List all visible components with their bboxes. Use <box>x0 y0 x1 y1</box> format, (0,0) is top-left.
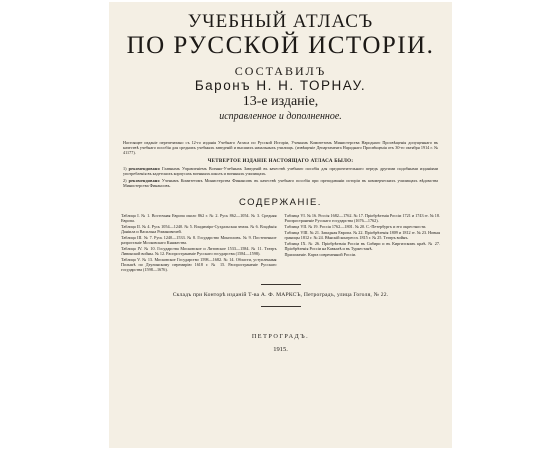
contents-entry: Приложеніе. Карта современной Россіи. <box>284 251 357 257</box>
contents-entry: Таблица II. № 4. Русь 1054—1240. № 5. Владиміро-Суздальская земля. № 6. Владѣнія Даніила и Василька Романовичей. <box>121 224 277 235</box>
title-page <box>109 2 452 448</box>
year: 1915. <box>273 346 288 354</box>
publisher-line: Складъ при Конторѣ изданій Т-ва А. Ф. МАРКСЪ, Петроградъ, улица Гоголя, № 22. <box>172 292 389 299</box>
title-line-1: УЧЕБНЫЙ АТЛАСЪ <box>187 11 374 32</box>
contents-entry: Таблица VIII. № 21. Западная Европа. № 22. Пріобрѣтенія 1809 и 1812 гг. № 23. Новыя границы 1812 г. № 24. Вѣнскій конгрессъ 1815 г. № 25. Театръ войнъ. <box>284 230 440 241</box>
divider-rule <box>261 306 301 307</box>
compiled-by: СОСТАВИЛЪ <box>234 64 327 78</box>
recommendation-1-num: 1) <box>123 165 127 171</box>
contents-title: СОДЕРЖАНІЕ. <box>239 197 322 209</box>
contents-entry: Таблица VII. № 19. Россія 1762—1801. № 20. С.-Петербургъ и его окрестности. <box>284 224 427 230</box>
recommendation-1 <box>123 166 438 176</box>
revised-note: исправленное и дополненное. <box>219 111 342 122</box>
contents-right-column <box>285 213 441 272</box>
title-line-2: ПО РУССКОЙ ИСТОРІИ. <box>126 32 435 59</box>
author: Баронъ Н. Н. ТОРНАУ. <box>194 78 367 93</box>
recommendations-title: ЧЕТВЕРТОЕ ИЗДАНІЕ НАСТОЯЩАГО АТЛАСА БЫЛО: <box>207 158 354 164</box>
contents-entry: Таблица IV. № 10. Государства Московское и Литовское 1533—1584. № 11. Театръ Ливонской войны. № 12. Распространеніе Русскаго государства (1584—1598). <box>121 245 277 256</box>
recommendation-2-num: 2) <box>123 178 127 184</box>
contents-entry: Таблица V. № 13. Московское Государство 1598—1682. № 14. Области, уступленныя Польшѣ по Деулинскому перемирію 1618 г. № 15. Распространеніе Русскаго государства (1598—1676). <box>121 256 277 272</box>
edition: 13-е изданіе, <box>242 94 319 109</box>
contents-entry: Таблица IX. № 26. Пріобрѣтенія Россіи въ Сибири и въ Киргизскомъ краѣ. № 27. Пріобрѣтенія Россіи на Кавказѣ и въ Туркестанѣ. <box>284 240 440 251</box>
recommendation-2 <box>123 178 438 188</box>
city: ПЕТРОГРАДЪ. <box>251 333 310 341</box>
intro-paragraph: Настоящее изданіе перепечатано съ 12-го изданія Учебнаго Атласа по Русской Исторіи, Ученымъ Комитетомъ Министерства Народнаго Просвѣщенія допущеннаго въ качествѣ учебнаго пособія для среднихъ учебныхъ заведеній и высшихъ начальныхъ училищъ. (извѣщеніе Департамента Народнаго Просвѣщенія отъ 30-го октября 1914 г. № 41177). <box>123 140 438 156</box>
divider-rule <box>261 284 301 285</box>
contents-columns <box>121 213 440 272</box>
recommendation-1-bold: рекомендовано <box>128 165 160 171</box>
contents-entry: Таблица III. № 7. Русь 1240—1533. № 8. Государство Монголовъ. № 9. Постепенное разростаніе Московскаго Княжества. <box>121 235 277 246</box>
recommendation-2-text: Ученымъ Комитетомъ Министерства Финансовъ въ качествѣ учебнаго пособія при преподаваніи исторіи въ коммерческихъ училищахъ вѣдомства Министерства Финансовъ. <box>123 178 438 189</box>
contents-entry: Таблица I. № 1. Восточная Европа около 862 г. № 2. Русь 862—1054. № 3. Средняя Европа. <box>121 213 277 224</box>
recommendation-1-text: Главнымъ Управленіемъ Военно-Учебныхъ Заведеній въ качествѣ учебнаго пособія для предпочтительнаго передъ другими подобными изданіями употребленія въ кадетскихъ корпусахъ военныхъ школъ и военныхъ училищахъ. <box>123 165 439 176</box>
contents-entry: Таблица VI. № 16. Россія 1682—1762. № 17. Пріобрѣтенія Россіи 1721 и 1743 гг. № 18. Распространеніе Русскаго государства (1676—1762). <box>284 213 440 224</box>
recommendation-2-bold: рекомендовано <box>128 178 160 184</box>
contents-left-column <box>121 213 277 272</box>
